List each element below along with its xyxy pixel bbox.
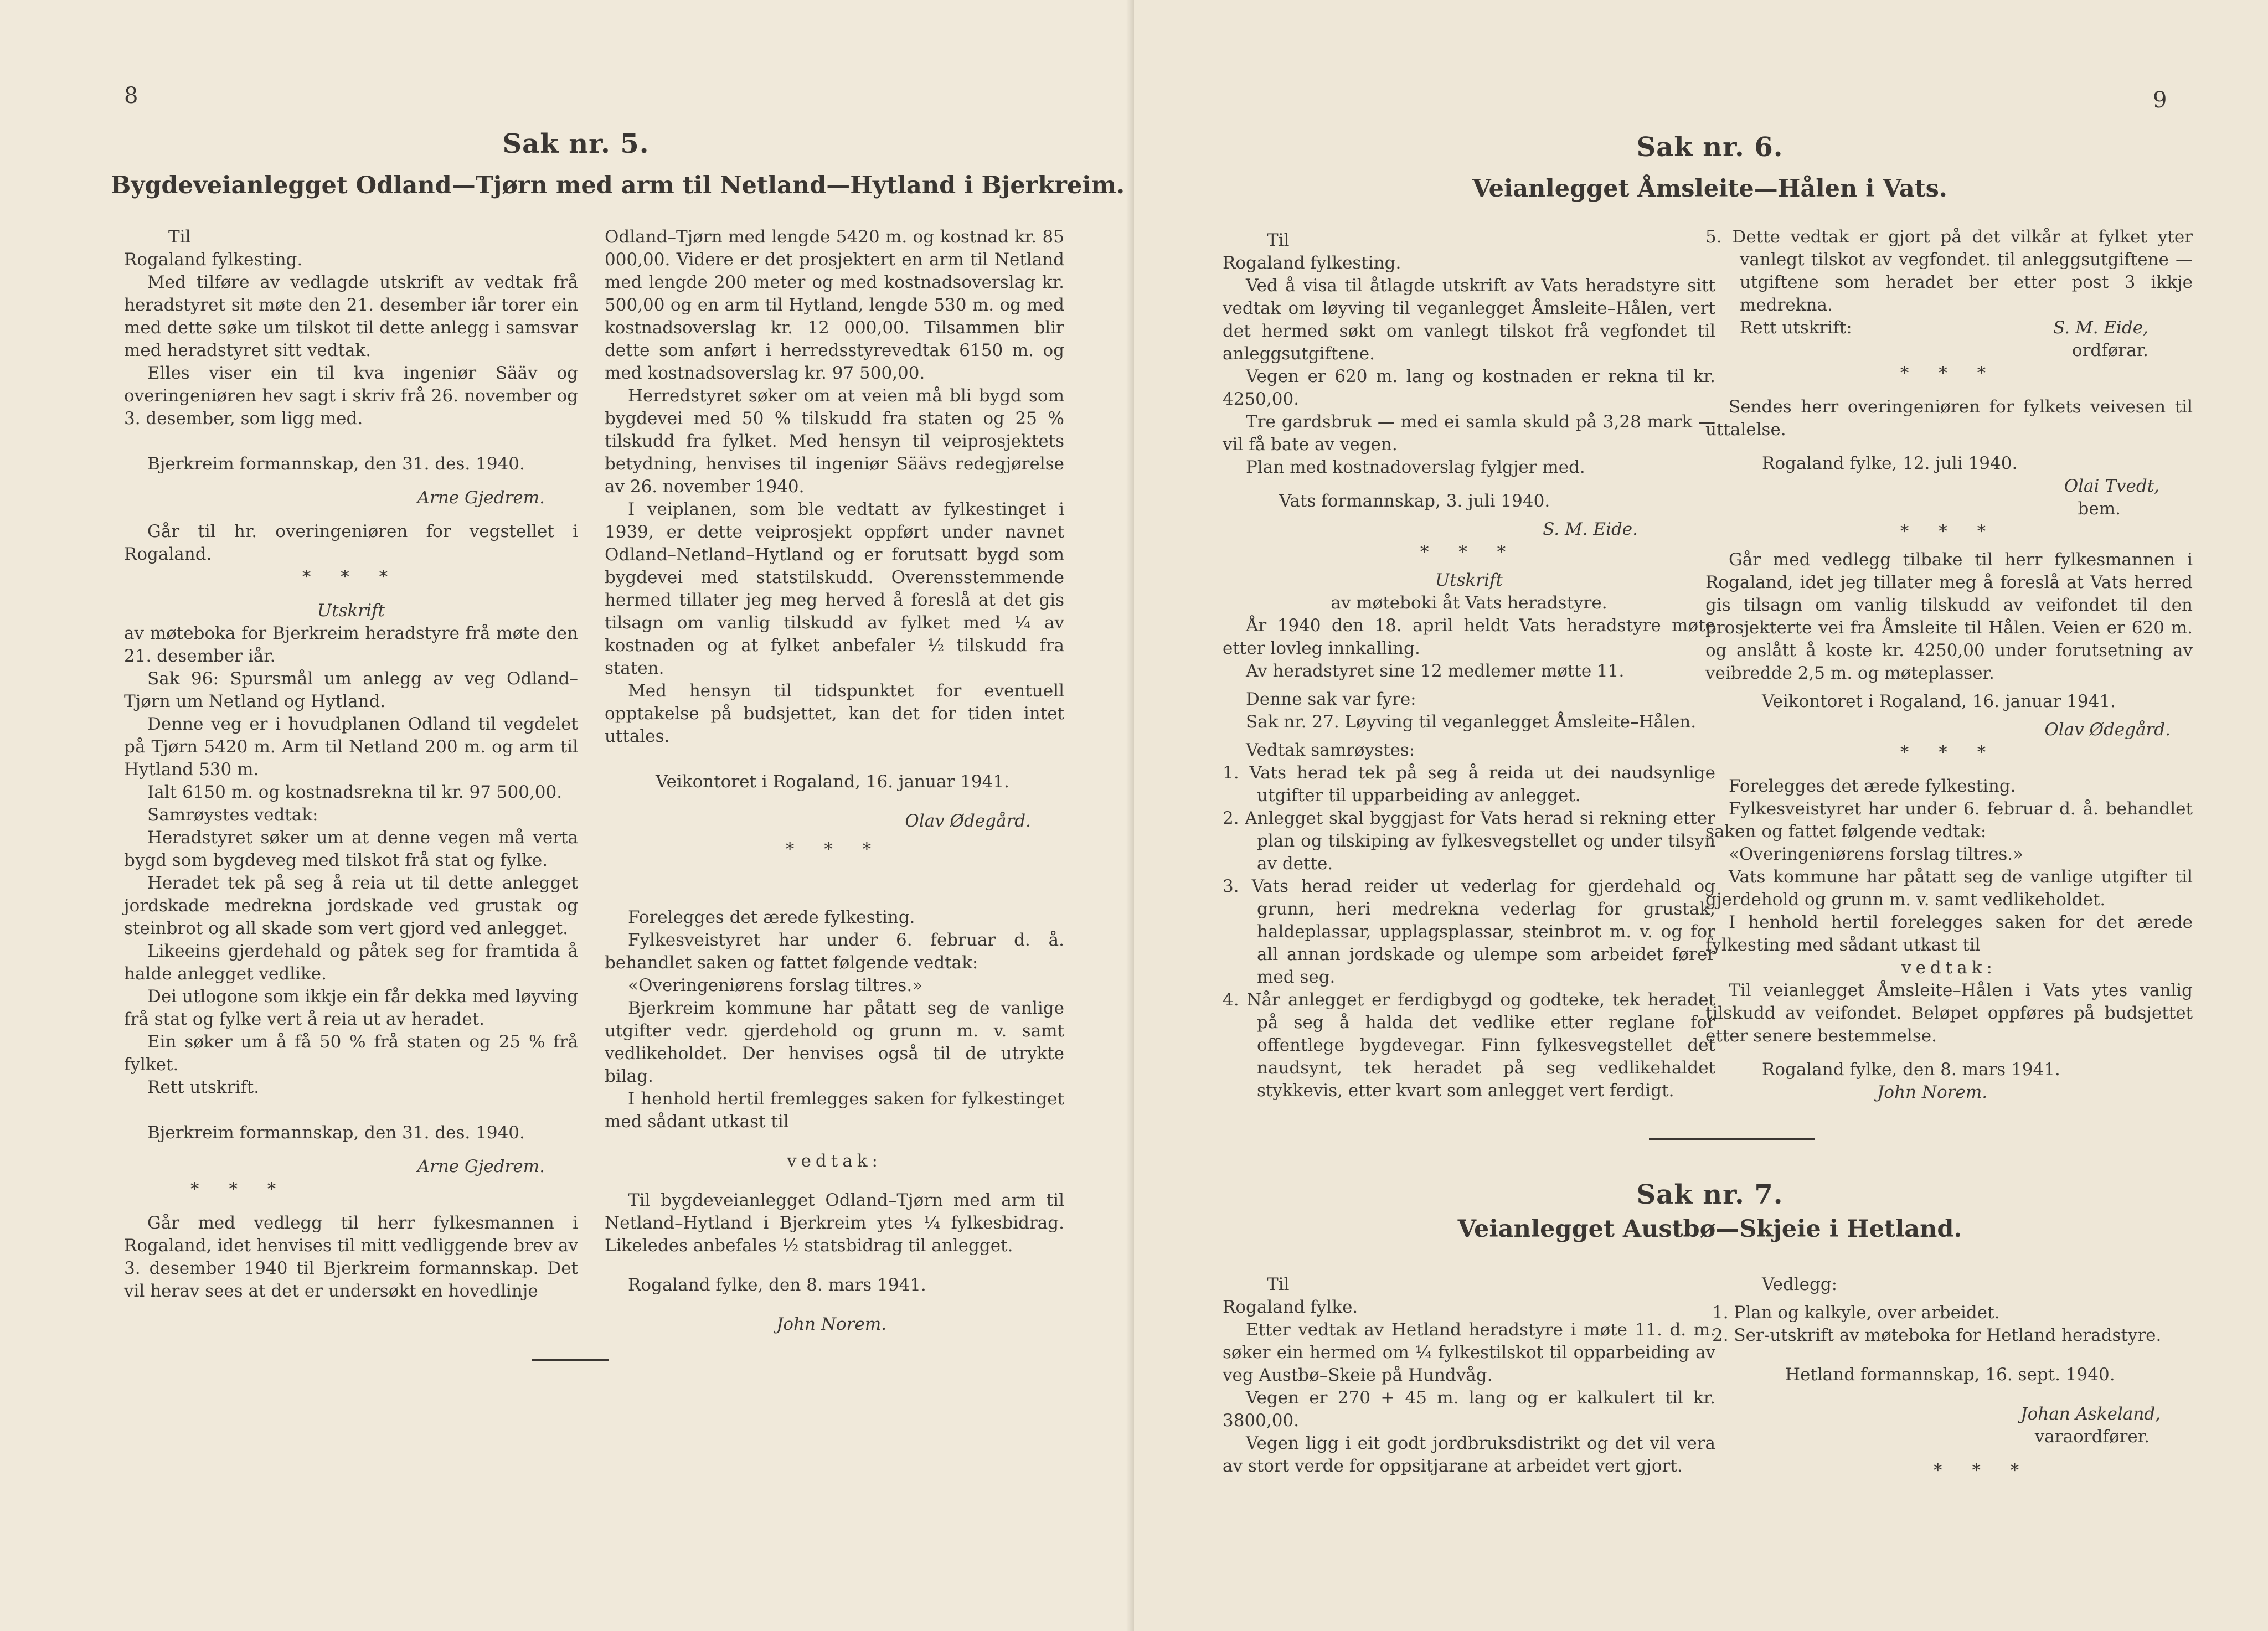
section-label: Utskrift — [1435, 570, 1503, 590]
page-number: 8 — [124, 83, 138, 109]
section-rule — [1649, 1138, 1815, 1140]
signature-title: ordførar. — [2071, 340, 2148, 360]
paragraph: Rogaland fylke. — [1223, 1297, 1358, 1317]
section-label: Utskrift — [317, 601, 385, 621]
paragraph: Dei utlogone som ikkje ein får dekka med løyving frå stat og fylke vert å reia ut av heradet. — [124, 987, 578, 1029]
list-item: 4. Når anlegget er ferdigbygd og godteke, tek heradet på seg å halda det vedlike etter reglane for offentlege bygdevegar. Finn fylkesvegstellet det naudsynt, tek heradet på seg vedlikehaldet stykkevis, etter kvart som anlegget vert ferdigt. — [1223, 990, 1715, 1101]
dateline: Rogaland fylke, den 8. mars 1941. — [628, 1275, 926, 1295]
signature: S. M. Eide, — [2053, 318, 2148, 338]
separator: * * * — [1900, 522, 1998, 541]
paragraph: Vegen ligg i eit godt jordbruksdistrikt og det vil vera av stort verde for oppsitjarane at arbeidet vert gjort. — [1223, 1433, 1715, 1476]
paragraph: Sendes herr overingeniøren for fylkets veivesen til uttalelse. — [1705, 397, 2193, 440]
end-rule — [532, 1359, 609, 1361]
list-item: 2. Ser-utskrift av møteboka for Hetland heradstyre. — [1712, 1325, 2162, 1345]
dateline: Veikontoret i Rogaland, 16. januar 1941. — [656, 772, 1009, 792]
paragraph: Sak nr. 27. Løyving til veganlegget Åmsleite–Hålen. — [1246, 712, 1697, 732]
signature: Johan Askeland, — [2020, 1404, 2161, 1424]
paragraph: Rogaland fylkesting. — [1223, 253, 1401, 273]
separator: * * * — [785, 839, 884, 859]
paragraph: Bjerkreim kommune har påtatt seg de vanlige utgifter vedr. gjerdehold og grunn m. v. samt vedlikeholdet. Der henvises også til de utrykte bilag. — [605, 998, 1064, 1086]
separator: * * * — [190, 1179, 288, 1199]
text-column-1 — [124, 226, 578, 1303]
paragraph: Vegen er 620 m. lang og kostnaden er rekna til kr. 4250,00. — [1223, 367, 1715, 409]
paragraph: av møteboka for Bjerkreim heradstyre frå møte den 21. desember iår. — [124, 623, 578, 666]
dateline: Hetland formannskap, 16. sept. 1940. — [1785, 1365, 2115, 1385]
paragraph: Ved å visa til åtlagde utskrift av Vats heradstyre sitt vedtak om løyving til veganlegget Åmsleite–Hålen, vert det hermed søkt om vanlegt tilskot frå vegfondet til anleggsutgiftene. — [1223, 276, 1715, 364]
list-item: 1. Plan og kalkyle, over arbeidet. — [1712, 1303, 2000, 1323]
dateline: Rogaland fylke, den 8. mars 1941. — [1762, 1060, 2060, 1080]
signature: John Norem. — [1877, 1082, 1988, 1102]
signature: John Norem. — [776, 1314, 887, 1334]
dateline: Bjerkreim formannskap, den 31. des. 1940. — [147, 454, 525, 474]
paragraph: «Overingeniørens forslag tiltres.» — [1729, 844, 2024, 864]
separator: * * * — [302, 567, 400, 587]
signature-title: bem. — [2078, 499, 2121, 519]
paragraph: Går til hr. overingeniøren for vegstellet i Rogaland. — [124, 522, 578, 564]
paragraph: Ialt 6150 m. og kostnadsrekna til kr. 97 500,00. — [147, 782, 563, 802]
paragraph: Ein søker um å få 50 % frå staten og 25 % frå fylket. — [124, 1032, 578, 1075]
separator: * * * — [1900, 363, 1998, 383]
right-page — [1134, 0, 2268, 1631]
paragraph: Fylkesveistyret har under 6. februar d. å. behandlet saken og fattet følgende vedtak: — [1705, 799, 2193, 842]
paragraph: Odland–Tjørn med lengde 5420 m. og kostnad kr. 85 000,00. Videre er det prosjektert en arm til Netland med lengde 200 meter og med kostnadsoverslag kr. 500,00 og en arm til Hytland, lengde 530 m. og med kostnadsoverslag kr. 12 000,00. Tilsammen blir dette som anført i herredsstyrevedtak 6150 m. og med kostnadsoverslag kr. 97 500,00. — [605, 227, 1064, 383]
paragraph: Tre gardsbruk — med ei samla skuld på 3,28 mark — vil få bate av vegen. — [1223, 412, 1715, 455]
text-column-2 — [1705, 226, 2193, 1104]
dateline: Veikontoret i Rogaland, 16. januar 1941. — [1762, 691, 2116, 711]
paragraph: Likeeins gjerdehald og påtek seg for framtida å halde anlegget vedlike. — [124, 941, 578, 984]
paragraph: «Overingeniørens forslag tiltres.» — [628, 975, 923, 995]
separator: * * * — [1900, 742, 1998, 762]
list-item: 5. Dette vedtak er gjort på det vilkår at fylket yter vanlegt tilskot av vegfondet. til anleggsutgiftene — utgiftene som heradet ber etter post 3 ikkje medrekna. — [1705, 227, 2193, 315]
signature: Olav Ødegård. — [905, 811, 1031, 831]
paragraph: Rogaland fylkesting. — [124, 250, 303, 270]
resolution-label: vedtak: — [787, 1151, 882, 1171]
text-column-1 — [1223, 229, 1715, 1102]
paragraph: Går med vedlegg til herr fylkesmannen i Rogaland, idet henvises til mitt vedliggende brev av 3. desember 1940 til Bjerkreim formannskap. Det vil herav sees at det er undersøkt en hovedlinje — [124, 1213, 578, 1301]
paragraph: Elles viser ein til kva ingeniør Sääv og overingeniøren hev sagt i skriv frå 26. november og 3. desember, som ligg med. — [124, 363, 578, 429]
paragraph: I henhold hertil forelegges saken for det ærede fylkesting med sådant utkast til — [1705, 912, 2193, 955]
paragraph: Vedlegg: — [1762, 1274, 1838, 1294]
paragraph: I veiplanen, som ble vedtatt av fylkestinget i 1939, er dette veiprosjekt oppført under navnet Odland–Netland–Hytland og er forutsatt bygd som bygdevei med statstilskudd. Overensstemmende hermed tillater jeg meg herved å foreslå at det gis tilsagn om vanlig tilskudd av fylket med ¼ av kostnaden og at fylket anbefaler ½ tilskudd fra staten. — [605, 499, 1064, 678]
paragraph: Forelegges det ærede fylkesting. — [628, 907, 915, 927]
page-number: 9 — [2153, 87, 2167, 113]
paragraph: Denne sak var fyre: — [1246, 689, 1416, 709]
text-column-4 — [1712, 1273, 2194, 1482]
list-item: 3. Vats herad reider ut vederlag for gjerdehald og grunn, heri medrekna vederlag for grustak, haldeplassar, upplagsplassar, steinbrot m. v. og for all annan jordskade og ulempe som arbeidet fører med seg. — [1223, 876, 1715, 987]
dateline: Bjerkreim formannskap, den 31. des. 1940. — [147, 1123, 525, 1143]
paragraph: Etter vedtak av Hetland heradstyre i møte 11. d. m. søker ein hermed om ¼ fylkestilskot til opparbeiding av veg Austbø–Skeie på Hundvåg. — [1223, 1320, 1715, 1385]
signature: Olav Ødegård. — [2044, 720, 2171, 740]
paragraph: År 1940 den 18. april heldt Vats heradstyre møte etter lovleg innkalling. — [1223, 616, 1715, 658]
list-item: 1. Vats herad tek på seg å reida ut dei naudsynlige utgifter til upparbeiding av anlegget. — [1223, 763, 1715, 806]
case-subheading: Bygdeveianlegget Odland—Tjørn med arm til Netland—Hytland i Bjerkreim. — [111, 172, 1125, 199]
paragraph: Samrøystes vedtak: — [147, 805, 318, 825]
dateline: Rogaland fylke, 12. juli 1940. — [1762, 453, 2018, 473]
signature: Arne Gjedrem. — [417, 1157, 545, 1176]
resolution-label: vedtak: — [1901, 958, 1997, 978]
text-column-3 — [1223, 1273, 1715, 1478]
paragraph: Går med vedlegg tilbake til herr fylkesmannen i Rogaland, idet jeg tillater meg å foreslå at Vats herred gis tilsagn om vanlig tilskudd av veifondet til den prosjekterte vei fra Åmsleite til Hålen. Veien er 620 m. og anslått å koste kr. 4250,00 under forutsetning av veibredde 2,5 m. og møteplasser. — [1705, 550, 2193, 683]
paragraph: Vegen er 270 + 45 m. lang og er kalkulert til kr. 3800,00. — [1223, 1388, 1715, 1431]
separator: * * * — [1934, 1460, 2032, 1480]
paragraph: Heradet tek på seg å reia ut til dette anlegget jordskade medrekna jordskade ved grustak og steinbrot og all skade som vert gjord ved anlegget. — [124, 873, 578, 938]
case-heading: Sak nr. 5. — [502, 128, 650, 159]
paragraph: Til — [1267, 1274, 1290, 1294]
paragraph: Vedtak samrøystes: — [1246, 740, 1415, 760]
paragraph: Rett utskrift: — [1740, 318, 1852, 338]
case-heading-2: Sak nr. 7. — [1636, 1179, 1784, 1210]
signature: Olai Tvedt, — [2064, 476, 2159, 496]
paragraph: Sak 96: Spursmål um anlegg av veg Odland–Tjørn um Netland og Hytland. — [124, 669, 578, 711]
paragraph: Til — [168, 227, 191, 247]
paragraph: Til — [1267, 230, 1290, 250]
paragraph: I henhold hertil fremlegges saken for fylkestinget med sådant utkast til — [605, 1089, 1064, 1132]
paragraph: Denne veg er i hovudplanen Odland til vegdelet på Tjørn 5420 m. Arm til Netland 200 m. og arm til Hytland 530 m. — [124, 714, 578, 780]
paragraph: Plan med kostnadoverslag fylgjer med. — [1246, 457, 1585, 477]
paragraph: Rett utskrift. — [147, 1077, 260, 1097]
paragraph: Heradstyret søker um at denne vegen må verta bygd som bygdeveg med tilskot frå stat og fylke. — [124, 828, 578, 870]
case-subheading-2: Veianlegget Austbø—Skjeie i Hetland. — [1457, 1215, 1962, 1243]
signature: S. M. Eide. — [1543, 519, 1638, 539]
separator: * * * — [1420, 542, 1518, 562]
paragraph: Herredstyret søker om at veien må bli bygd som bygdevei med 50 % tilskudd fra staten og 25 % tilskudd fra fylket. Med hensyn til veiprosjektets betydning, henvises til ingeniør Säävs redegjørelse av 26. november 1940. — [605, 386, 1064, 497]
case-subheading: Veianlegget Åmsleite—Hålen i Vats. — [1472, 175, 1947, 203]
list-item: 2. Anlegget skal byggjast for Vats herad si rekning etter plan og tilskiping av fylkesvegstellet og under tilsyn av dette. — [1223, 808, 1715, 874]
paragraph: Med hensyn til tidspunktet for eventuell opptakelse på budsjettet, kan det for tiden intet uttales. — [605, 681, 1064, 746]
case-heading: Sak nr. 6. — [1636, 132, 1784, 163]
dateline: Vats formannskap, 3. juli 1940. — [1279, 491, 1550, 511]
paragraph: Fylkesveistyret har under 6. februar d. å. behandlet saken og fattet følgende vedtak: — [605, 930, 1064, 973]
signature-title: varaordfører. — [2034, 1427, 2150, 1447]
paragraph: Av heradstyret sine 12 medlemer møtte 11. — [1246, 661, 1625, 681]
text-column-2 — [605, 226, 1064, 1336]
paragraph: av møteboki åt Vats heradstyre. — [1331, 593, 1607, 613]
paragraph: Med tilføre av vedlagde utskrift av vedtak frå heradstyret sit møte den 21. desember iår torer ein med dette søke um tilskot til dette anlegg i samsvar med heradstyret sitt vedtak. — [124, 272, 578, 360]
signature: Arne Gjedrem. — [417, 488, 545, 508]
paragraph: Vats kommune har påtatt seg de vanlige utgifter til gjerdehold og grunn m. v. samt vedlikeholdet. — [1705, 867, 2193, 910]
paragraph: Til veianlegget Åmsleite–Hålen i Vats ytes vanlig tilskudd av veifondet. Beløpet oppføres på budsjettet etter senere bestemmelse. — [1705, 980, 2193, 1046]
paragraph: Forelegges det ærede fylkesting. — [1729, 776, 2016, 796]
paragraph: Til bygdeveianlegget Odland–Tjørn med arm til Netland–Hytland i Bjerkreim ytes ¼ fylkesbidrag. Likeledes anbefales ½ statsbidrag til anlegget. — [605, 1190, 1064, 1256]
